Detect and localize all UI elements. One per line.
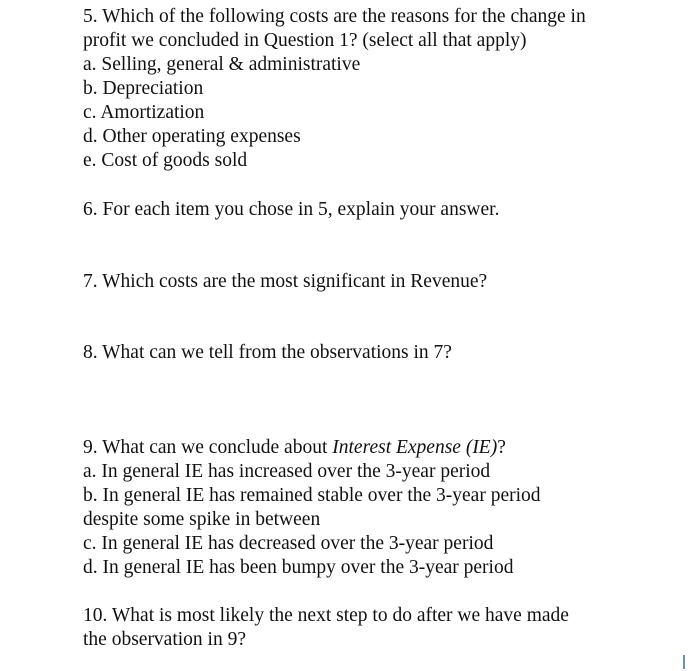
q5-line-2: profit we concluded in Question 1? (select all that apply) (83, 30, 527, 51)
q9-option-b: b. In general IE has remained stable over the 3-year period (83, 485, 541, 506)
q9-emphasis: Interest Expense (IE) (332, 437, 498, 458)
text-cursor-mark (683, 655, 685, 669)
q10-line-1: 10. What is most likely the next step to do after we have made (83, 605, 569, 626)
q9-option-c: c. In general IE has decreased over the 3-year period (83, 533, 494, 554)
q10-line-2: the observation in 9? (83, 629, 246, 650)
q6-text: 6. For each item you chose in 5, explain your answer. (83, 199, 500, 220)
q9-prefix: 9. What can we conclude about (83, 437, 333, 458)
q9-question (83, 436, 506, 460)
q7-text: 7. Which costs are the most significant in Revenue? (83, 271, 488, 292)
q5-line-1: 5. Which of the following costs are the reasons for the change in (83, 6, 586, 27)
q9-option-a: a. In general IE has increased over the 3-year period (83, 461, 491, 482)
q5-option-c: c. Amortization (83, 102, 205, 123)
q5-option-d: d. Other operating expenses (83, 126, 301, 147)
q9-option-d: d. In general IE has been bumpy over the 3-year period (83, 557, 514, 578)
q5-option-b: b. Depreciation (83, 78, 204, 99)
q5-option-e: e. Cost of goods sold (83, 150, 248, 171)
q8-text: 8. What can we tell from the observations in 7? (83, 342, 452, 363)
q9-suffix: ? (497, 437, 506, 458)
q5-option-a: a. Selling, general & administrative (83, 54, 361, 75)
q9-option-b-continued: despite some spike in between (83, 509, 321, 530)
